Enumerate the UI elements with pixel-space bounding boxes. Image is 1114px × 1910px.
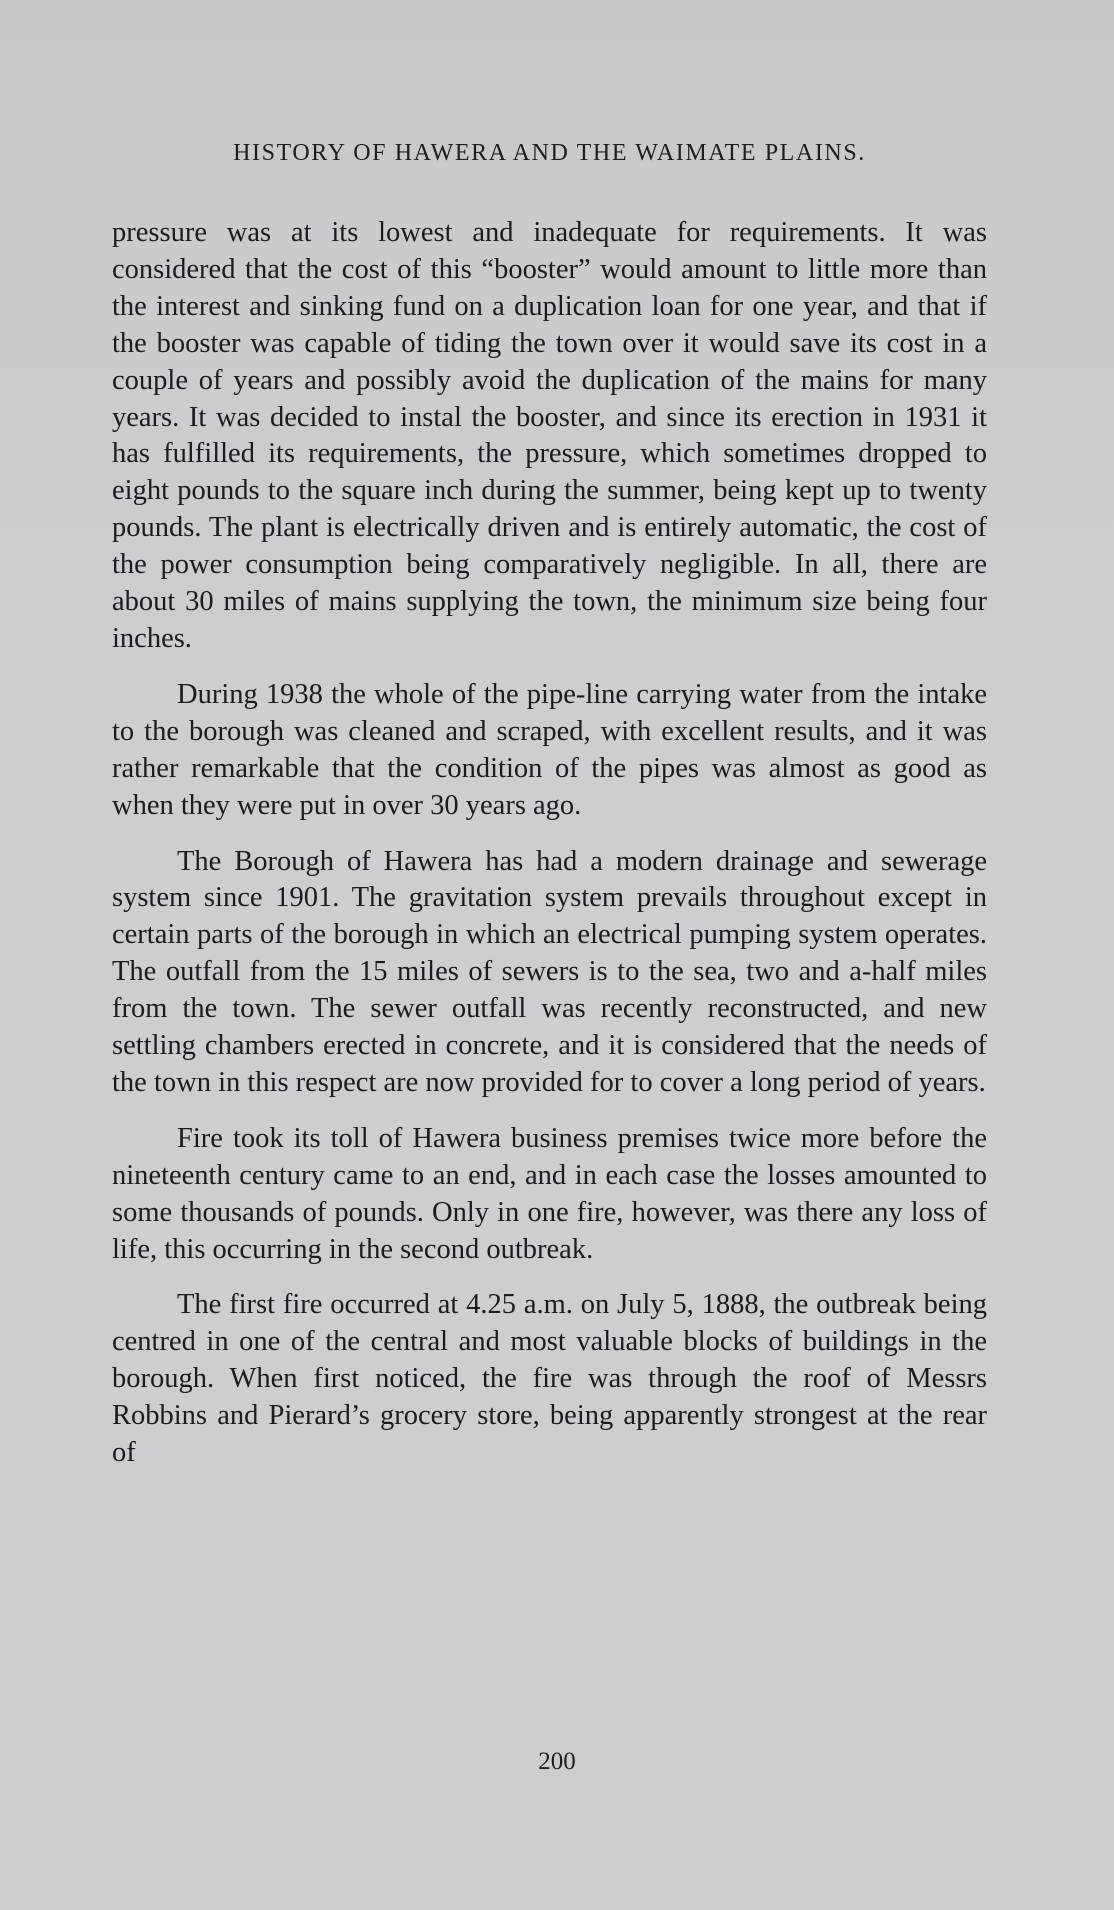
paragraph-fires-intro: Fire took its toll of Hawera business premises twice more before the nineteenth century came to an end, and in each case the losses amounted to some thousands of pounds. Only in one fire, however, was there any loss of life, this occurring in the second outbreak. bbox=[112, 1122, 987, 1265]
body-text bbox=[112, 215, 987, 1491]
page-number: 200 bbox=[538, 1748, 576, 1775]
paragraph-pipe-line-cleaning: During 1938 the whole of the pipe-line carrying water from the intake to the borough was cleaned and scraped, with excellent results, and it was rather remarkable that the condition of the pipes was almost as good as when they were put in over 30 years ago. bbox=[112, 678, 987, 821]
running-head: HISTORY OF HAWERA AND THE WAIMATE PLAINS. bbox=[233, 140, 866, 166]
paragraph-first-fire: The first fire occurred at 4.25 a.m. on July 5, 1888, the outbreak being centred in one of the central and most valuable blocks of buildings in the borough. When first noticed, the fire was through the roof of Messrs Robbins and Pierard’s grocery store, being apparently strongest at the rear of bbox=[112, 1289, 987, 1469]
paragraph-drainage-sewerage: The Borough of Hawera has had a modern drainage and sewerage system since 1901. The gravitation system prevails throughout except in certain parts of the borough in which an electrical pumping system operates. The outfall from the 15 miles of sewers is to the sea, two and a-half miles from the town. The sewer outfall was recently reconstructed, and new settling chambers erected in concrete, and it is considered that the needs of the town in this respect are now provided for to cover a long period of years. bbox=[112, 845, 987, 1098]
paragraph-water-booster: pressure was at its lowest and inadequate for requirements. It was considered that the cost of this “booster” would amount to little more than the interest and sinking fund on a duplication loan for one year, and that if the booster was capable of tiding the town over it would save its cost in a couple of years and possibly avoid the duplication of the mains for many years. It was decided to instal the booster, and since its erection in 1931 it has fulfilled its requirements, the pressure, which sometimes dropped to eight pounds to the square inch during the summer, being kept up to twenty pounds. The plant is electrically driven and is entirely automatic, the cost of the power consumption being comparatively negligible. In all, there are about 30 miles of mains supplying the town, the minimum size being four inches. bbox=[112, 217, 987, 654]
